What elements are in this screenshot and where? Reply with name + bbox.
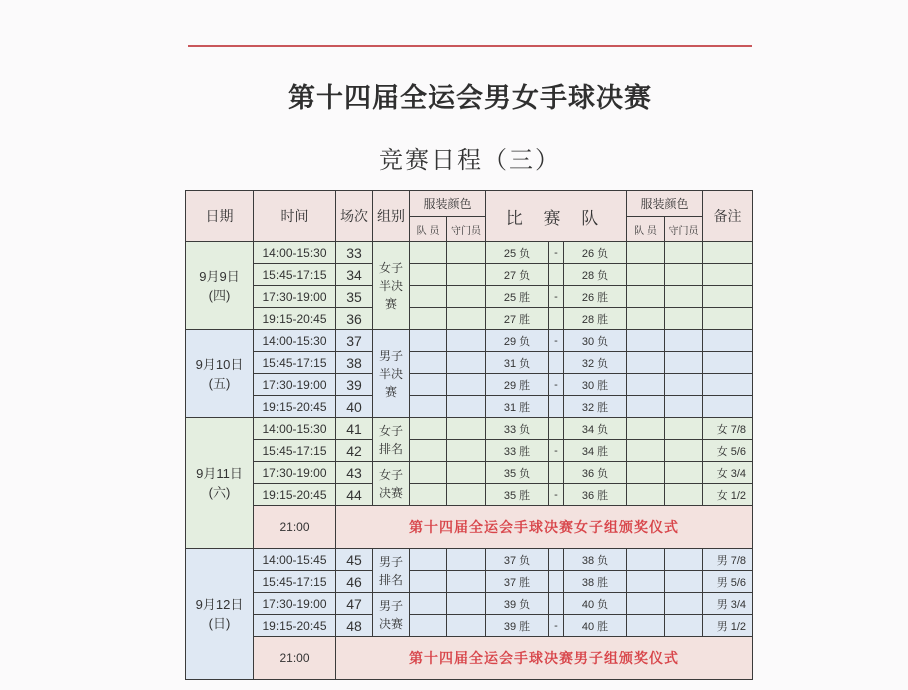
- col-header-teams: 比 赛 队: [486, 191, 627, 242]
- table-row: [186, 374, 753, 396]
- time-cell: 19:15-20:45: [254, 396, 336, 418]
- uniform-gk-b: [665, 593, 703, 615]
- team-b: 32 胜: [564, 396, 627, 418]
- uniform-gk-b: [665, 374, 703, 396]
- col-header-players-b: 队 员: [627, 217, 665, 242]
- col-header-uniform-color-a: 服装颜色: [410, 191, 486, 217]
- date-cell: 9月12日 (日): [186, 549, 254, 680]
- ceremony-time: 21:00: [254, 506, 336, 549]
- uniform-players-a: [410, 308, 447, 330]
- uniform-players-a: [410, 330, 447, 352]
- time-cell: 19:15-20:45: [254, 484, 336, 506]
- remark-cell: 女 3/4: [703, 462, 753, 484]
- vs-dash: -: [549, 286, 564, 308]
- group-cell: 女子 决赛: [373, 462, 410, 506]
- match-cell: 39: [336, 374, 373, 396]
- match-cell: 45: [336, 549, 373, 571]
- vs-dash: [549, 308, 564, 330]
- col-header-remarks: 备注: [703, 191, 753, 242]
- team-a: 33 负: [486, 418, 549, 440]
- vs-dash: [549, 264, 564, 286]
- uniform-players-a: [410, 440, 447, 462]
- table-row: [186, 615, 753, 637]
- team-a: 39 胜: [486, 615, 549, 637]
- uniform-gk-a: [447, 484, 486, 506]
- ceremony-row: [186, 506, 753, 549]
- uniform-gk-a: [447, 462, 486, 484]
- uniform-players-a: [410, 396, 447, 418]
- uniform-players-b: [627, 462, 665, 484]
- remark-cell: [703, 242, 753, 264]
- remark-cell: 女 1/2: [703, 484, 753, 506]
- group-cell: 女子 排名: [373, 418, 410, 462]
- remark-cell: 男 5/6: [703, 571, 753, 593]
- team-b: 38 负: [564, 549, 627, 571]
- uniform-players-b: [627, 352, 665, 374]
- vs-dash: -: [549, 615, 564, 637]
- match-cell: 34: [336, 264, 373, 286]
- table-row: [186, 549, 753, 571]
- time-cell: 15:45-17:15: [254, 264, 336, 286]
- table-row: [186, 286, 753, 308]
- ceremony-row: [186, 637, 753, 680]
- remark-cell: [703, 308, 753, 330]
- remark-cell: [703, 286, 753, 308]
- uniform-players-b: [627, 396, 665, 418]
- uniform-gk-b: [665, 396, 703, 418]
- uniform-players-a: [410, 418, 447, 440]
- uniform-gk-a: [447, 418, 486, 440]
- document-subtitle: 竞赛日程（三）: [379, 146, 561, 174]
- remark-cell: [703, 330, 753, 352]
- match-cell: 43: [336, 462, 373, 484]
- vs-dash: [549, 352, 564, 374]
- match-cell: 46: [336, 571, 373, 593]
- date-cell: 9月9日 (四): [186, 242, 254, 330]
- col-header-time: 时间: [254, 191, 336, 242]
- team-a: 35 负: [486, 462, 549, 484]
- vs-dash: [549, 418, 564, 440]
- uniform-gk-b: [665, 484, 703, 506]
- uniform-gk-b: [665, 418, 703, 440]
- uniform-gk-b: [665, 571, 703, 593]
- team-b: 26 胜: [564, 286, 627, 308]
- uniform-gk-b: [665, 264, 703, 286]
- col-header-group: 组别: [373, 191, 410, 242]
- uniform-players-a: [410, 462, 447, 484]
- vs-dash: [549, 396, 564, 418]
- team-b: 34 负: [564, 418, 627, 440]
- remark-cell: [703, 264, 753, 286]
- uniform-gk-a: [447, 571, 486, 593]
- uniform-gk-a: [447, 396, 486, 418]
- team-a: 37 负: [486, 549, 549, 571]
- team-a: 25 胜: [486, 286, 549, 308]
- team-b: 30 胜: [564, 374, 627, 396]
- document-title: 第十四届全运会男女手球决赛: [288, 83, 652, 114]
- table-row: [186, 418, 753, 440]
- uniform-gk-a: [447, 593, 486, 615]
- table-row: [186, 462, 753, 484]
- col-header-date: 日期: [186, 191, 254, 242]
- team-b: 36 胜: [564, 484, 627, 506]
- uniform-players-b: [627, 549, 665, 571]
- match-cell: 44: [336, 484, 373, 506]
- uniform-gk-b: [665, 462, 703, 484]
- time-cell: 14:00-15:30: [254, 330, 336, 352]
- uniform-gk-b: [665, 330, 703, 352]
- time-cell: 17:30-19:00: [254, 593, 336, 615]
- time-cell: 14:00-15:30: [254, 242, 336, 264]
- col-header-players-a: 队 员: [410, 217, 447, 242]
- remark-cell: 女 5/6: [703, 440, 753, 462]
- team-b: 40 胜: [564, 615, 627, 637]
- time-cell: 19:15-20:45: [254, 308, 336, 330]
- team-a: 27 负: [486, 264, 549, 286]
- match-cell: 47: [336, 593, 373, 615]
- vs-dash: [549, 571, 564, 593]
- remark-cell: [703, 396, 753, 418]
- uniform-gk-a: [447, 549, 486, 571]
- table-row: [186, 330, 753, 352]
- team-a: 29 负: [486, 330, 549, 352]
- vs-dash: -: [549, 242, 564, 264]
- uniform-gk-a: [447, 242, 486, 264]
- header-rule: [188, 45, 752, 47]
- uniform-players-a: [410, 593, 447, 615]
- uniform-players-a: [410, 374, 447, 396]
- uniform-gk-a: [447, 440, 486, 462]
- vs-dash: -: [549, 330, 564, 352]
- col-header-goalkeeper-b: 守门员: [665, 217, 703, 242]
- col-header-goalkeeper-a: 守门员: [447, 217, 486, 242]
- uniform-players-a: [410, 549, 447, 571]
- uniform-players-b: [627, 593, 665, 615]
- time-cell: 17:30-19:00: [254, 286, 336, 308]
- time-cell: 17:30-19:00: [254, 374, 336, 396]
- match-cell: 41: [336, 418, 373, 440]
- uniform-players-a: [410, 242, 447, 264]
- uniform-gk-a: [447, 308, 486, 330]
- vs-dash: -: [549, 374, 564, 396]
- table-row: [186, 308, 753, 330]
- match-cell: 38: [336, 352, 373, 374]
- team-a: 31 负: [486, 352, 549, 374]
- ceremony-title: 第十四届全运会手球决赛女子组颁奖仪式: [336, 506, 753, 549]
- group-cell: 男子 半决 赛: [373, 330, 410, 418]
- uniform-players-a: [410, 286, 447, 308]
- uniform-players-b: [627, 330, 665, 352]
- uniform-players-b: [627, 418, 665, 440]
- uniform-players-b: [627, 308, 665, 330]
- group-cell: 男子 排名: [373, 549, 410, 593]
- date-cell: 9月10日 (五): [186, 330, 254, 418]
- uniform-gk-b: [665, 308, 703, 330]
- match-cell: 37: [336, 330, 373, 352]
- uniform-gk-a: [447, 352, 486, 374]
- team-a: 33 胜: [486, 440, 549, 462]
- team-b: 28 胜: [564, 308, 627, 330]
- uniform-players-a: [410, 484, 447, 506]
- time-cell: 15:45-17:15: [254, 352, 336, 374]
- team-b: 30 负: [564, 330, 627, 352]
- match-cell: 33: [336, 242, 373, 264]
- uniform-gk-a: [447, 286, 486, 308]
- uniform-gk-a: [447, 264, 486, 286]
- table-row: [186, 440, 753, 462]
- time-cell: 17:30-19:00: [254, 462, 336, 484]
- remark-cell: [703, 352, 753, 374]
- team-b: 40 负: [564, 593, 627, 615]
- uniform-players-b: [627, 264, 665, 286]
- uniform-gk-b: [665, 352, 703, 374]
- team-a: 27 胜: [486, 308, 549, 330]
- team-b: 36 负: [564, 462, 627, 484]
- remark-cell: [703, 374, 753, 396]
- uniform-gk-b: [665, 549, 703, 571]
- team-a: 31 胜: [486, 396, 549, 418]
- header-row: [186, 191, 753, 217]
- uniform-players-b: [627, 440, 665, 462]
- table-row: [186, 593, 753, 615]
- uniform-players-b: [627, 571, 665, 593]
- date-cell: 9月11日 (六): [186, 418, 254, 549]
- remark-cell: 男 3/4: [703, 593, 753, 615]
- remark-cell: 女 7/8: [703, 418, 753, 440]
- schedule-table: [185, 190, 753, 680]
- uniform-gk-a: [447, 330, 486, 352]
- uniform-gk-b: [665, 440, 703, 462]
- ceremony-title: 第十四届全运会手球决赛男子组颁奖仪式: [336, 637, 753, 680]
- time-cell: 15:45-17:15: [254, 440, 336, 462]
- team-a: 39 负: [486, 593, 549, 615]
- uniform-players-a: [410, 264, 447, 286]
- table-row: [186, 352, 753, 374]
- team-b: 28 负: [564, 264, 627, 286]
- team-a: 25 负: [486, 242, 549, 264]
- team-a: 29 胜: [486, 374, 549, 396]
- col-header-match: 场次: [336, 191, 373, 242]
- uniform-players-b: [627, 484, 665, 506]
- match-cell: 40: [336, 396, 373, 418]
- match-cell: 42: [336, 440, 373, 462]
- uniform-gk-b: [665, 286, 703, 308]
- remark-cell: 男 1/2: [703, 615, 753, 637]
- vs-dash: -: [549, 440, 564, 462]
- uniform-gk-a: [447, 615, 486, 637]
- uniform-players-b: [627, 242, 665, 264]
- time-cell: 14:00-15:30: [254, 418, 336, 440]
- vs-dash: [549, 462, 564, 484]
- uniform-players-a: [410, 615, 447, 637]
- match-cell: 48: [336, 615, 373, 637]
- uniform-gk-b: [665, 615, 703, 637]
- uniform-gk-b: [665, 242, 703, 264]
- vs-dash: -: [549, 484, 564, 506]
- time-cell: 19:15-20:45: [254, 615, 336, 637]
- time-cell: 15:45-17:15: [254, 571, 336, 593]
- uniform-gk-a: [447, 374, 486, 396]
- team-b: 38 胜: [564, 571, 627, 593]
- match-cell: 35: [336, 286, 373, 308]
- uniform-players-b: [627, 615, 665, 637]
- table-row: [186, 396, 753, 418]
- vs-dash: [549, 593, 564, 615]
- vs-dash: [549, 549, 564, 571]
- team-b: 32 负: [564, 352, 627, 374]
- team-a: 37 胜: [486, 571, 549, 593]
- group-cell: 女子 半决 赛: [373, 242, 410, 330]
- match-cell: 36: [336, 308, 373, 330]
- uniform-players-a: [410, 571, 447, 593]
- uniform-players-b: [627, 286, 665, 308]
- team-b: 34 胜: [564, 440, 627, 462]
- table-row: [186, 484, 753, 506]
- group-cell: 男子 决赛: [373, 593, 410, 637]
- uniform-players-a: [410, 352, 447, 374]
- uniform-players-b: [627, 374, 665, 396]
- remark-cell: 男 7/8: [703, 549, 753, 571]
- time-cell: 14:00-15:45: [254, 549, 336, 571]
- col-header-uniform-color-b: 服装颜色: [627, 191, 703, 217]
- table-row: [186, 242, 753, 264]
- table-row: [186, 264, 753, 286]
- table-row: [186, 571, 753, 593]
- team-a: 35 胜: [486, 484, 549, 506]
- ceremony-time: 21:00: [254, 637, 336, 680]
- team-b: 26 负: [564, 242, 627, 264]
